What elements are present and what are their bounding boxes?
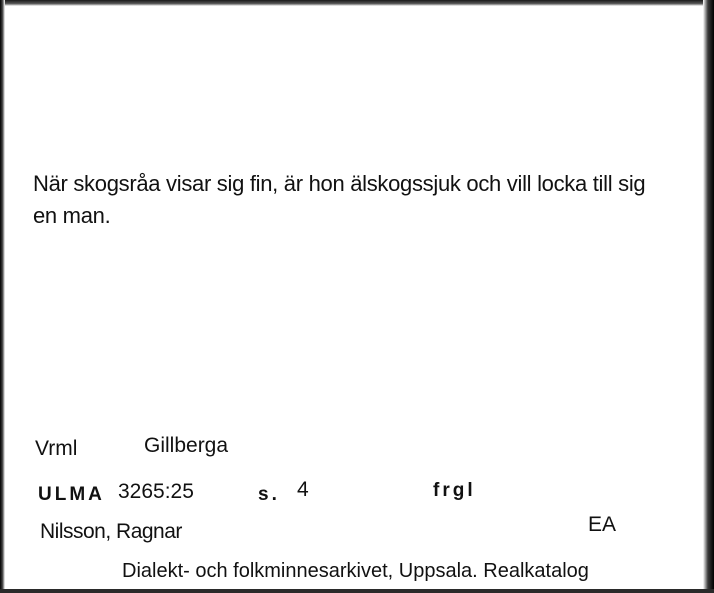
card-body-text-line-1: När skogsråa visar sig fin, är hon älskogssjuk och vill locka till sig (33, 171, 646, 196)
page-number: 4 (297, 478, 309, 501)
card-bottom-edge (0, 589, 714, 593)
recorder-initials: EA (588, 513, 617, 536)
archive-code: ULMA (38, 484, 105, 505)
card-left-edge (0, 0, 5, 593)
category-code: frgl (433, 480, 476, 501)
card-body-text-line-2: en man. (33, 203, 111, 228)
archive-number: 3265:25 (118, 480, 194, 503)
card-top-edge (0, 0, 714, 6)
page-label: s. (258, 484, 280, 505)
card-footer: Dialekt- och folkminnesarkivet, Uppsala. Realkatalog (122, 560, 589, 582)
parish-label: Gillberga (144, 434, 229, 457)
collector-name: Nilsson, Ragnar (40, 520, 182, 543)
province-label: Vrml (35, 437, 78, 460)
card-right-edge (703, 0, 714, 593)
